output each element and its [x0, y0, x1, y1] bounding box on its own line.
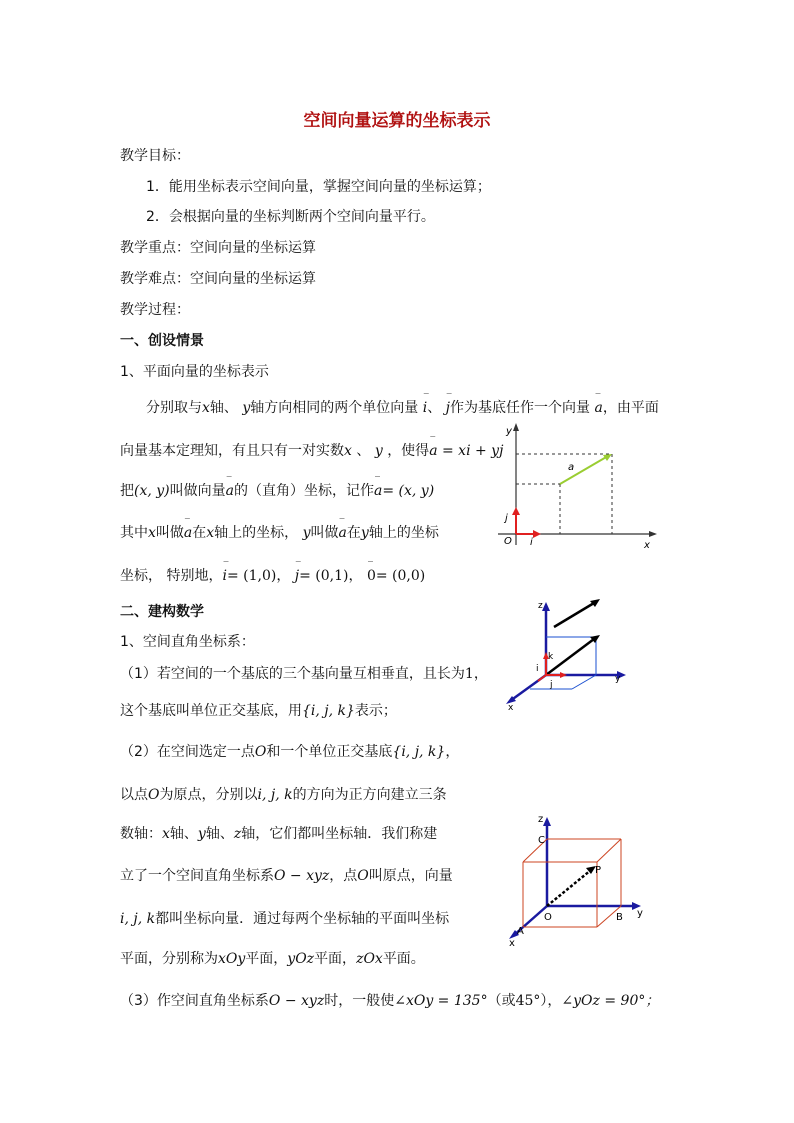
- key-point: 教学重点：空间向量的坐标运算: [120, 240, 316, 256]
- space-line-1: （1）若空间的一个基底的三个基向量互相垂直，且长为1，: [120, 666, 488, 682]
- label-B: B: [616, 912, 623, 923]
- math-y: y: [360, 525, 369, 541]
- text: ，由平面: [602, 400, 659, 416]
- vector-i-arrow-icon: [533, 530, 541, 538]
- paragraph-line-2: [120, 441, 503, 461]
- math-angle-45: 45°: [515, 993, 541, 1009]
- vector-a: ‾ a: [594, 398, 602, 418]
- text: （2）在空间选定一点: [120, 744, 255, 760]
- label-A: A: [517, 926, 524, 937]
- space-line-4: [120, 785, 447, 805]
- text: 分别取与: [146, 400, 202, 416]
- text: ），: [540, 993, 562, 1009]
- math-basis: {i, j, k}: [392, 744, 446, 760]
- math-x: x: [162, 826, 170, 842]
- vector-a: ‾ a: [429, 441, 437, 461]
- text: 数轴：: [120, 826, 162, 842]
- text: （1）若空间的一个基底的三个基向量互相垂直，且长为: [120, 666, 465, 682]
- text: 叫做向量: [169, 483, 226, 499]
- space-line-6: [120, 866, 453, 886]
- math-ijk: i, j, k: [257, 787, 293, 803]
- math-basis: {i, j, k}: [302, 703, 355, 719]
- label-k: k: [548, 652, 554, 662]
- text: 以点: [120, 787, 148, 803]
- text: 平面，: [314, 951, 357, 967]
- text: 轴上的坐标: [368, 525, 439, 541]
- text: 平面，: [245, 951, 288, 967]
- text: 这个基底叫单位正交基底，用: [120, 703, 302, 719]
- math-yOz: yOz: [287, 951, 315, 967]
- objective-1: 1．能用坐标表示空间向量，掌握空间向量的坐标运算；: [146, 179, 491, 195]
- vector-a: ‾ a: [184, 523, 192, 543]
- label-P: P: [595, 865, 602, 876]
- label-y: y: [615, 674, 621, 684]
- i-value: = (1,0): [226, 568, 277, 584]
- text: 轴，它们都叫坐标轴．我们称建: [241, 826, 438, 842]
- math-x: x: [344, 443, 352, 459]
- process-heading: 教学过程：: [120, 302, 190, 318]
- text: （或: [487, 993, 516, 1009]
- label-O: O: [504, 536, 512, 547]
- math-z: z: [233, 826, 242, 842]
- text: 轴、: [209, 400, 238, 416]
- math-y: y: [197, 826, 206, 842]
- paragraph-line-4: [120, 523, 439, 543]
- math-y: y: [302, 525, 311, 541]
- vector-a: ‾ a: [226, 481, 234, 501]
- math-x: x: [206, 525, 215, 541]
- math-angle-xOy: ∠xOy = 135°: [394, 993, 488, 1009]
- subsection-1: 1、平面向量的坐标表示: [120, 364, 269, 380]
- space-line-5: [120, 824, 437, 844]
- text: 和一个单位正交基底: [266, 744, 393, 760]
- text: 时，一般使: [324, 993, 395, 1009]
- vector-i: ‾ i: [222, 566, 226, 586]
- y-axis-arrow-icon: [513, 423, 519, 431]
- label-i: i: [536, 664, 539, 674]
- math-O: O: [357, 868, 369, 884]
- math-x: x: [148, 525, 156, 541]
- basis-j-arrow-icon: [560, 672, 567, 678]
- equation-a: = xi + yj: [442, 443, 504, 459]
- text: 叫做: [155, 525, 184, 541]
- subsection-2: 1、空间直角坐标系：: [120, 634, 255, 650]
- label-C: C: [538, 835, 545, 846]
- z-axis-arrow-icon: [542, 602, 550, 611]
- section-1-heading: 一、创设情景: [120, 333, 204, 349]
- section-2-heading: 二、建构数学: [120, 604, 204, 620]
- vector-j: ‾ j: [295, 566, 299, 586]
- difficulty: 教学难点：空间向量的坐标运算: [120, 271, 316, 287]
- math-Oxyz: O − xyz: [268, 993, 325, 1009]
- zero-value: = (0,0): [375, 568, 426, 584]
- text: 的（直角）坐标，记作: [234, 483, 374, 499]
- text: 的方向为正方向建立三条: [292, 787, 447, 803]
- vector-j: ‾ j: [446, 398, 450, 418]
- label-x: x: [644, 540, 650, 551]
- equation-coord: = (x, y): [382, 483, 435, 499]
- text: 立了一个空间直角坐标系: [120, 868, 274, 884]
- math-y: y: [242, 400, 251, 416]
- label-z: z: [538, 601, 543, 611]
- text: 其中: [120, 525, 148, 541]
- math-O: O: [148, 787, 160, 803]
- text: 轴上的坐标，: [214, 525, 299, 541]
- label-O: O: [544, 912, 552, 923]
- space-line-8: [120, 949, 425, 969]
- text: 把: [120, 483, 134, 499]
- text: 平面。: [382, 951, 425, 967]
- page-title: 空间向量运算的坐标表示: [303, 111, 491, 131]
- label-z: z: [538, 814, 544, 825]
- math-x: x: [202, 400, 210, 416]
- math-xy: (x, y): [134, 483, 170, 499]
- math-Oxyz: O − xyz: [274, 868, 330, 884]
- vector-OP: [547, 870, 591, 906]
- box-edge: [572, 675, 596, 689]
- label-j: j: [505, 513, 508, 524]
- math-O: O: [254, 744, 267, 760]
- math-angle-yOz: ∠yOz = 90°；: [561, 993, 660, 1009]
- space-line-9: [120, 991, 659, 1011]
- math-y: y: [374, 443, 383, 459]
- vector-i: ‾ i: [423, 398, 427, 418]
- vector-a: ‾ a: [339, 523, 347, 543]
- text: 平面，分别称为: [120, 951, 218, 967]
- label-y: y: [506, 426, 512, 437]
- text: 为原点，分别以: [159, 787, 258, 803]
- space-coordinate-figure: [505, 812, 650, 947]
- paragraph-line-5: 坐标， 特别地，‾ i= (1,0)， ‾ j= (0,1)， ‾ 0= (0,0): [120, 566, 425, 586]
- math-ijk: i, j, k: [120, 911, 156, 927]
- text: ，使得: [387, 443, 430, 459]
- math-one: 1: [464, 666, 474, 682]
- math-zOx: zOx: [356, 951, 383, 967]
- text: 在: [346, 525, 361, 541]
- paragraph-line-3: [120, 481, 434, 501]
- z-axis-arrow-icon: [543, 817, 551, 826]
- paragraph-line-1: [146, 398, 659, 418]
- text: 轴、: [169, 826, 198, 842]
- label-j: j: [550, 680, 553, 690]
- text: 向量基本定理知，有且只有一对实数: [120, 443, 344, 459]
- text: 叫做: [310, 525, 339, 541]
- space-basis-figure: [500, 597, 630, 712]
- text: 轴方向相同的两个单位向量: [250, 400, 419, 416]
- text: 、: [427, 400, 442, 416]
- vector-zero: ‾ 0: [367, 566, 376, 586]
- space-line-2: [120, 701, 397, 721]
- label-i: i: [530, 537, 533, 548]
- space-line-7: [120, 909, 449, 929]
- plane-vector-figure: [494, 420, 664, 552]
- text: 表示；: [354, 703, 397, 719]
- vector-j-arrow-icon: [512, 507, 520, 515]
- label-y: y: [637, 908, 643, 919]
- vector-a: ‾ a: [374, 481, 382, 501]
- text: （3）作空间直角坐标系: [120, 993, 269, 1009]
- objective-2: 2．会根据向量的坐标判断两个空间向量平行。: [146, 209, 435, 225]
- objectives-heading: 教学目标：: [120, 148, 190, 164]
- x-axis-arrow-icon: [649, 531, 657, 537]
- label-x: x: [509, 938, 515, 947]
- math-xOy: xOy: [218, 951, 246, 967]
- label-x: x: [508, 703, 514, 712]
- space-line-3: （2）在空间选定一点O和一个单位正交基底{i, j, k}，: [120, 744, 460, 760]
- text: 轴、: [205, 826, 234, 842]
- label-a: a: [568, 462, 575, 473]
- text: ，点: [329, 868, 358, 884]
- j-value: = (0,1): [299, 568, 349, 584]
- vector-arrow-upper: [554, 603, 594, 627]
- text: 作为基底任作一个向量: [450, 400, 591, 416]
- text: 、: [356, 443, 371, 459]
- text: 坐标， 特别地，: [120, 568, 223, 584]
- text: 叫原点，向量: [368, 868, 453, 884]
- text: 都叫坐标向量．通过每两个坐标轴的平面叫坐标: [155, 911, 450, 927]
- text: 在: [192, 525, 207, 541]
- basis-i-line: [538, 675, 546, 681]
